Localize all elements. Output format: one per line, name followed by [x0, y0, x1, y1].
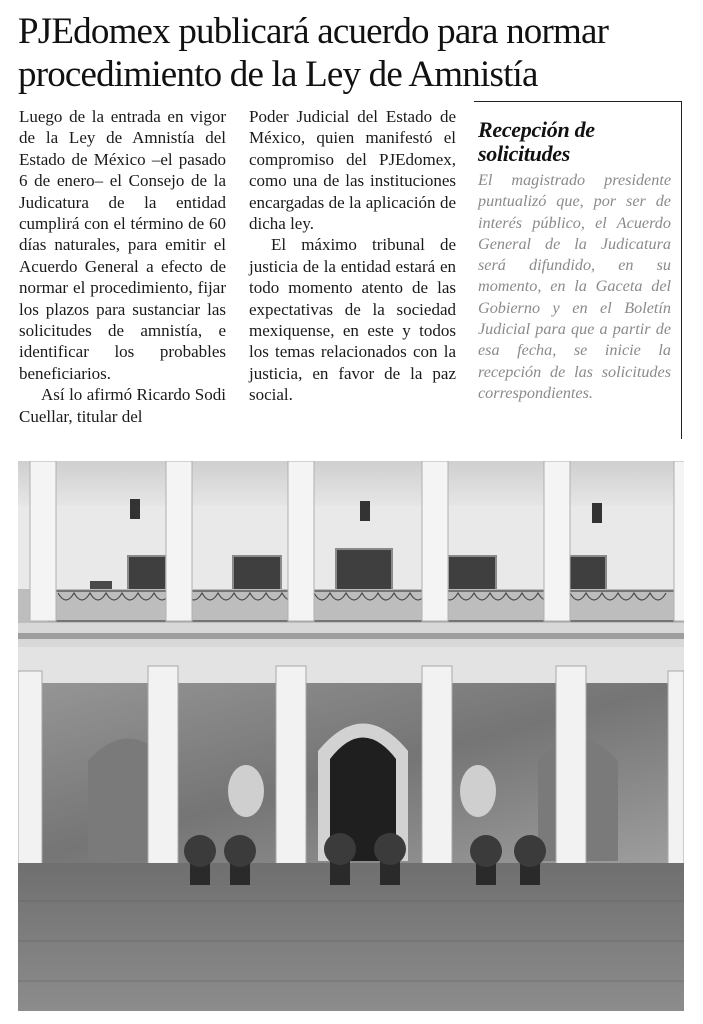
- article-photo: [18, 461, 684, 1011]
- sidebar-body: El magistrado presidente puntualizó que, por ser de interés público, el Acuerdo General de la Judicatura será difundido, en su momento, en la Gaceta del Gobierno y en el Boletín Judicial para que a partir de esa fecha, se inicie la recepción de las solicitudes correspondientes.: [478, 171, 671, 402]
- headline: PJEdomex publicará acuerdo para normar procedimiento de la Ley de Amnistía: [18, 11, 609, 95]
- article-paragraph: Poder Judicial del Estado de México, quien manifestó el compromiso del PJEdomex, como una de las instituciones encargadas de la aplicación de dicha ley.: [249, 107, 456, 234]
- sidebar-box: [474, 101, 682, 439]
- article-column-2: [249, 106, 456, 406]
- article-paragraph: El máximo tribunal de justicia de la entidad estará en todo momento atento de las expectativas de la sociedad mexiquense, en este y todos los temas relacionados con la justicia, en favor de la paz social.: [249, 235, 456, 405]
- article-paragraph: Luego de la entrada en vigor de la Ley de Amnistía del Estado de México –el pasado 6 de enero– el Consejo de la Judicatura de la entidad cumplirá con el término de 60 días naturales, para emitir el Acuerdo General a efecto de normar el procedimiento, fijar los plazos para sustanciar las solicitudes de amnistía, e identificar los probables beneficiarios.: [19, 107, 226, 383]
- sidebar-title: Recepción de solicitudes: [478, 117, 595, 166]
- article-column-1: [19, 106, 226, 427]
- article-paragraph: Así lo afirmó Ricardo Sodi Cuellar, titular del: [19, 385, 226, 426]
